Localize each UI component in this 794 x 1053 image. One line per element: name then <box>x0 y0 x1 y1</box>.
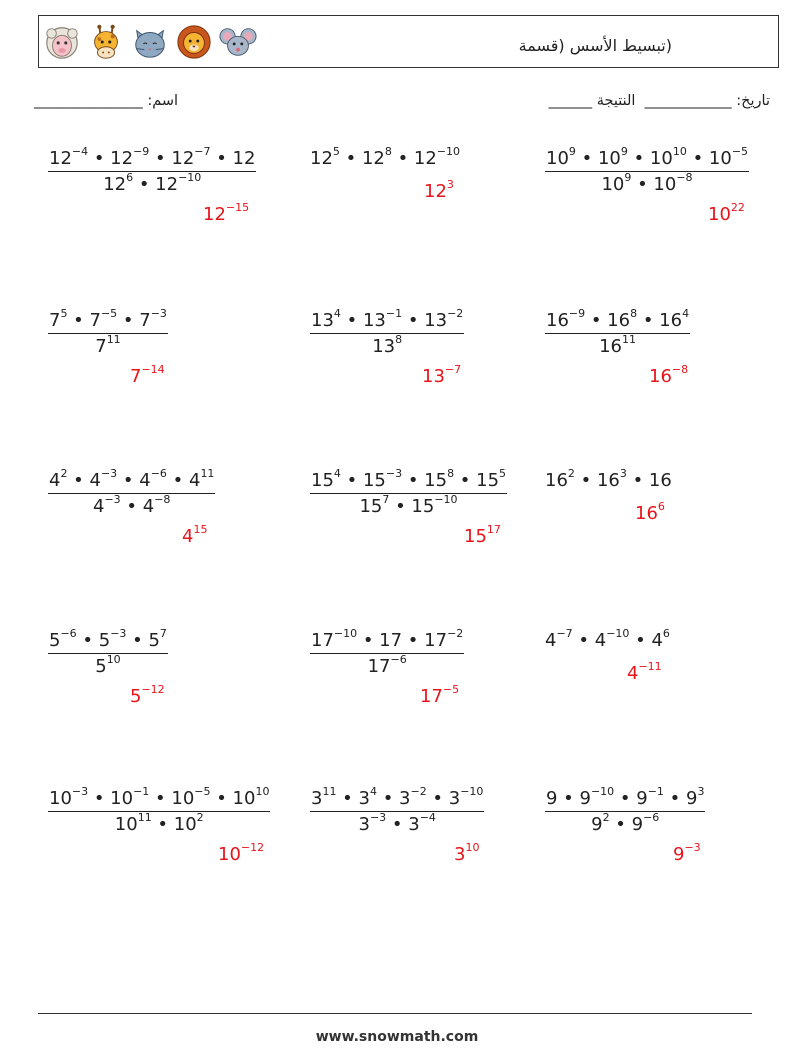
problem-1 <box>48 145 256 195</box>
fraction <box>545 785 705 835</box>
numerator: $10^{-3}$ • $10^{-1}$ • $10^{-5}$ • $10^{10}$ <box>49 785 270 809</box>
problem-12 <box>545 627 670 651</box>
answer-4: $7^{-14}$ <box>130 363 165 387</box>
denominator: $10^9$ • $10^{-8}$ <box>545 171 749 194</box>
sheep-icon <box>43 22 81 62</box>
answer-10: $5^{-12}$ <box>130 683 165 707</box>
problem-11 <box>310 627 464 677</box>
denominator: $12^6$ • $12^{-10}$ <box>48 171 256 194</box>
animal-icons-row <box>43 22 257 62</box>
problem-2 <box>310 145 461 169</box>
numerator: $7^5$ • $7^{-5}$ • $7^{-3}$ <box>49 307 167 331</box>
answer-3: $10^{22}$ <box>708 201 745 225</box>
date-score-field: تاريخ: ____________ النتيجة ______ <box>548 93 770 109</box>
problem-15 <box>545 785 705 835</box>
denominator: $17^{-6}$ <box>310 653 464 676</box>
fraction <box>310 627 464 677</box>
fraction <box>48 145 256 195</box>
problem-4 <box>48 307 168 357</box>
numerator: $16^{-9}$ • $16^8$ • $16^4$ <box>546 307 690 331</box>
fraction <box>48 307 168 357</box>
answer-7: $4^{15}$ <box>182 523 208 547</box>
lion-icon <box>175 22 213 62</box>
problem-9 <box>545 467 672 491</box>
problem-5 <box>310 307 464 357</box>
worksheet-title: (تبسيط الأسس (قسمة <box>518 36 672 55</box>
numerator: $13^4$ • $13^{-1}$ • $13^{-2}$ <box>311 307 464 331</box>
problem-3 <box>545 145 749 195</box>
cat-icon <box>131 22 169 62</box>
fraction <box>545 145 749 195</box>
footer-divider <box>38 1013 752 1014</box>
fraction <box>48 627 168 677</box>
fraction <box>310 785 484 835</box>
numerator: $5^{-6}$ • $5^{-3}$ • $5^7$ <box>49 627 167 651</box>
footer-url: www.snowmath.com <box>315 1029 479 1045</box>
denominator: $4^{-3}$ • $4^{-8}$ <box>48 493 215 516</box>
numerator: $15^4$ • $15^{-3}$ • $15^8$ • $15^5$ <box>311 467 507 491</box>
denominator: $5^{10}$ <box>48 653 168 676</box>
denominator: $7^{11}$ <box>48 333 168 356</box>
answer-12: $4^{-11}$ <box>627 660 662 684</box>
numerator: $12^{-4}$ • $12^{-9}$ • $12^{-7}$ • 12 <box>49 145 256 169</box>
denominator: $13^8$ <box>310 333 464 356</box>
numerator: $10^9$ • $10^9$ • $10^{10}$ • $10^{-5}$ <box>546 145 749 169</box>
problem-6 <box>545 307 690 357</box>
denominator: $10^{11}$ • $10^2$ <box>48 811 270 834</box>
answer-15: $9^{-3}$ <box>673 841 701 865</box>
answer-11: $17^{-5}$ <box>420 683 460 707</box>
answer-2: $12^3$ <box>424 178 454 202</box>
denominator: $15^7$ • $15^{-10}$ <box>310 493 507 516</box>
numerator: $4^2$ • $4^{-3}$ • $4^{-6}$ • $4^{11}$ <box>49 467 215 491</box>
numerator: $17^{-10}$ • 17 • $17^{-2}$ <box>311 627 464 651</box>
expression: $16^2$ • $16^3$ • 16 <box>545 467 672 491</box>
fraction <box>310 307 464 357</box>
name-field: اسم: _______________ <box>34 93 179 109</box>
worksheet-header <box>38 15 779 68</box>
answer-8: $15^{17}$ <box>464 523 501 547</box>
fraction <box>545 307 690 357</box>
denominator: $16^{11}$ <box>545 333 690 356</box>
denominator: $9^2$ • $9^{-6}$ <box>545 811 705 834</box>
problem-10 <box>48 627 168 677</box>
numerator: 9 • $9^{-10}$ • $9^{-1}$ • $9^3$ <box>546 785 705 809</box>
answer-9: $16^6$ <box>635 500 665 524</box>
problem-8 <box>310 467 507 517</box>
fraction <box>48 785 270 835</box>
denominator: $3^{-3}$ • $3^{-4}$ <box>310 811 484 834</box>
answer-6: $16^{-8}$ <box>649 363 689 387</box>
fraction <box>48 467 215 517</box>
problem-14 <box>310 785 484 835</box>
numerator: $3^{11}$ • $3^4$ • $3^{-2}$ • $3^{-10}$ <box>311 785 484 809</box>
answer-14: $3^{10}$ <box>454 841 480 865</box>
giraffe-icon <box>87 22 125 62</box>
expression: $4^{-7}$ • $4^{-10}$ • $4^6$ <box>545 627 670 651</box>
answer-1: $12^{-15}$ <box>203 201 250 225</box>
problem-7 <box>48 467 215 517</box>
problem-13 <box>48 785 270 835</box>
mouse-icon <box>219 22 257 62</box>
answer-5: $13^{-7}$ <box>422 363 462 387</box>
answer-13: $10^{-12}$ <box>218 841 265 865</box>
fraction <box>310 467 507 517</box>
expression: $12^5$ • $12^8$ • $12^{-10}$ <box>310 145 461 169</box>
